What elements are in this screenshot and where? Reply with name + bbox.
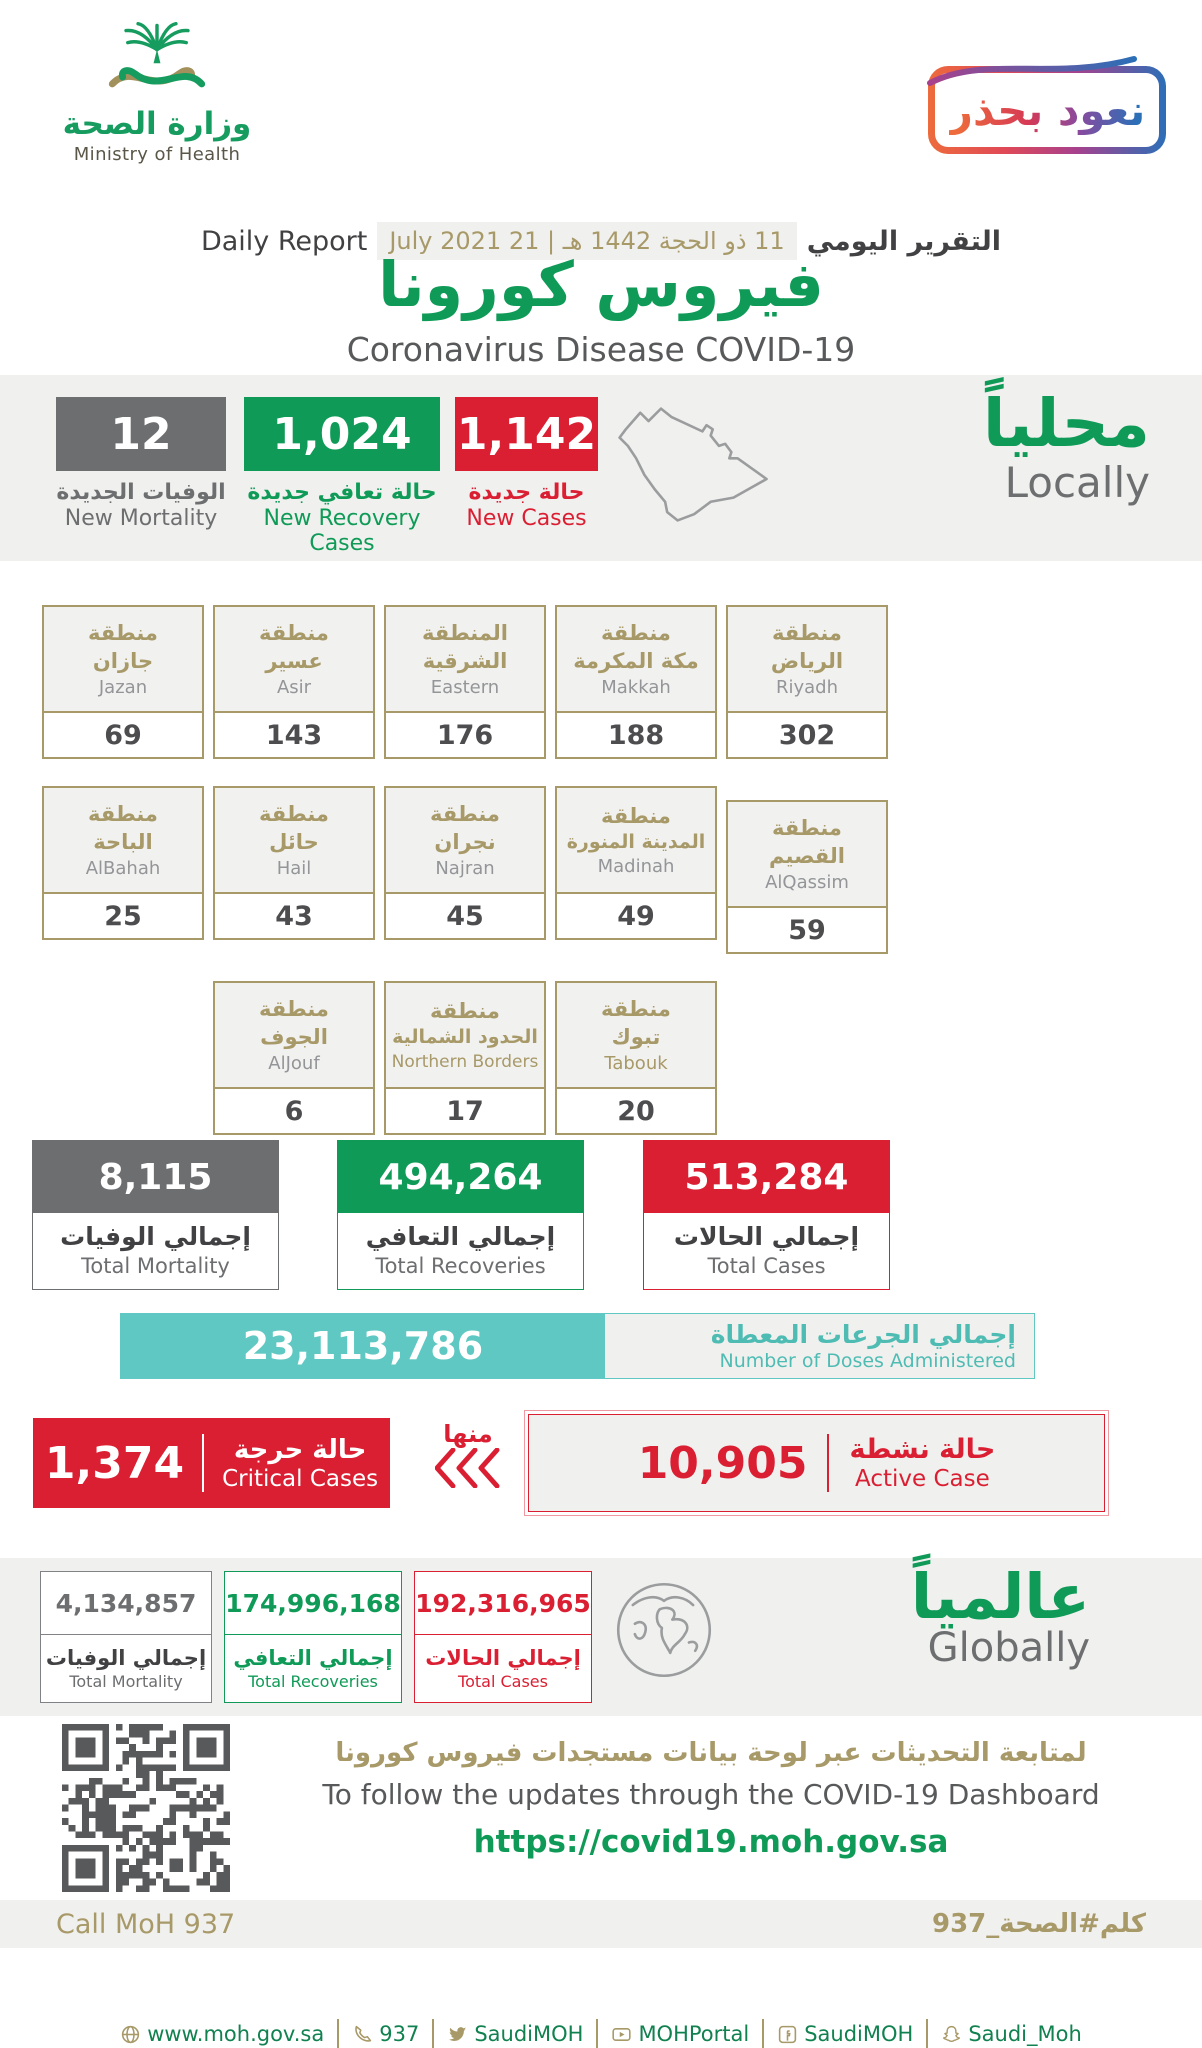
region-box-makkah [555, 605, 717, 759]
region-ar1: منطقة [601, 621, 671, 646]
snapchat-icon [941, 2024, 962, 2045]
global-mortality-value: 4,134,857 [41, 1572, 211, 1635]
report-title-english: Daily Report [200, 225, 368, 257]
region-value: 176 [436, 719, 494, 751]
region-en: AlQassim [765, 871, 849, 893]
dashboard-section [0, 1716, 1202, 1900]
region-en: Northern Borders [391, 1051, 539, 1072]
of-which-indicator [424, 1420, 512, 1492]
divider [827, 1434, 829, 1492]
region-value: 17 [446, 1095, 484, 1127]
doses-label-ar: إجمالي الجرعات المعطاة [710, 1320, 1016, 1349]
region-en: AlJouf [268, 1052, 320, 1074]
active-cases-value: 10,905 [637, 1437, 808, 1489]
regions-row-3 [213, 981, 1202, 1135]
region-en: Najran [435, 857, 495, 879]
footer-link-snapchat[interactable] [941, 2022, 1081, 2046]
region-en: Makkah [601, 676, 671, 698]
globe-icon [612, 1578, 716, 1682]
region-value: 49 [617, 900, 655, 932]
region-value: 43 [275, 900, 313, 932]
region-ar1: منطقة [88, 802, 158, 827]
totals-section [0, 1136, 1202, 1301]
globally-section [0, 1558, 1202, 1716]
region-ar1: منطقة [259, 621, 329, 646]
total-recoveries-value: 494,264 [338, 1141, 583, 1213]
total-cases-value: 513,284 [644, 1141, 889, 1213]
locally-label-ar: محلياً [982, 385, 1150, 462]
total-mortality-box [32, 1140, 279, 1290]
region-box-asir [213, 605, 375, 759]
footer-label: SaudiMOH [804, 2022, 914, 2046]
region-en: Eastern [430, 676, 500, 698]
hashtag-label: كلم#الصحة_937 [932, 1909, 1146, 1939]
locally-label-en: Locally [1004, 458, 1150, 508]
region-ar2: تبوك [611, 1024, 661, 1049]
return-with-caution-badge [928, 66, 1166, 154]
regions-row-1 [42, 605, 1202, 759]
region-value: 69 [104, 719, 142, 751]
new-mortality-stat [56, 397, 226, 531]
badge-swoosh [924, 51, 1140, 91]
page-title-arabic: فيروس كورونا [378, 248, 824, 321]
twitter-icon [447, 2024, 468, 2045]
region-ar2: حائل [269, 829, 319, 854]
region-ar2: الجوف [260, 1024, 328, 1049]
dashboard-note-en: To follow the updates through the COVID-19 Dashboard [322, 1778, 1100, 1811]
region-box-riyadh [726, 605, 888, 759]
global-mortality-label-ar: إجمالي الوفيات [45, 1646, 207, 1670]
region-value: 188 [607, 719, 665, 751]
active-label-ar: حالة نشطة [849, 1434, 996, 1465]
global-cases-value: 192,316,965 [415, 1572, 591, 1635]
critical-label-en: Critical Cases [222, 1465, 379, 1492]
global-cases-label-en: Total Cases [458, 1672, 548, 1691]
new-cases-stat [455, 397, 598, 531]
total-mortality-label-en: Total Mortality [81, 1254, 230, 1278]
doses-value: 23,113,786 [121, 1314, 605, 1378]
region-value: 25 [104, 900, 142, 932]
regions-row-2 [42, 786, 1202, 954]
region-ar2: مكة المكرمة [573, 648, 699, 673]
logo-english-text: Ministry of Health [73, 144, 241, 165]
separator [926, 2019, 928, 2048]
global-mortality-label-en: Total Mortality [69, 1672, 183, 1691]
footer [0, 1948, 1202, 2048]
divider [202, 1434, 204, 1492]
footer-link-phone[interactable] [352, 2022, 419, 2046]
region-box-hail [213, 786, 375, 940]
region-value: 59 [788, 914, 826, 946]
dashboard-note-ar: لمتابعة التحديثات عبر لوحة بيانات مستجدات فيروس كورونا [335, 1738, 1087, 1768]
region-en: Tabouk [604, 1052, 668, 1074]
footer-label: www.moh.gov.sa [147, 2022, 325, 2046]
footer-label: SaudiMOH [474, 2022, 584, 2046]
global-recoveries-value: 174,996,168 [225, 1572, 401, 1635]
region-en: Hail [276, 857, 312, 879]
new-recoveries-stat [244, 397, 440, 556]
global-recoveries-label-ar: إجمالي التعافي [233, 1646, 393, 1670]
region-value: 6 [284, 1095, 304, 1127]
region-ar1: منطقة [88, 621, 158, 646]
region-value: 45 [446, 900, 484, 932]
region-ar1: منطقة [259, 802, 329, 827]
moh-logo [42, 22, 272, 165]
new-mortality-value: 12 [56, 397, 226, 471]
footer-link-youtube[interactable] [611, 2022, 749, 2046]
critical-cases-box [33, 1418, 390, 1508]
locally-section [0, 375, 1202, 561]
region-ar1: منطقة [259, 997, 329, 1022]
region-en: Riyadh [775, 676, 839, 698]
region-ar2: الرياض [770, 648, 844, 673]
region-ar1: منطقة [772, 816, 842, 841]
header [0, 0, 1202, 375]
report-title-arabic: التقرير اليومي [806, 225, 1002, 257]
total-mortality-label-ar: إجمالي الوفيات [60, 1222, 251, 1251]
region-ar1: منطقة [430, 802, 500, 827]
region-box-aljouf [213, 981, 375, 1135]
new-cases-value: 1,142 [455, 397, 598, 471]
region-en: Madinah [597, 856, 675, 878]
critical-label-ar: حالة حرجة [233, 1434, 367, 1465]
region-ar1: منطقة [772, 621, 842, 646]
region-box-alqassim [726, 800, 888, 954]
active-label-en: Active Case [855, 1466, 990, 1492]
global-recoveries-box [224, 1571, 402, 1703]
separator [337, 2019, 339, 2048]
region-box-albahah [42, 786, 204, 940]
separator [762, 2019, 764, 2048]
logo-arabic-text: وزارة الصحة [62, 106, 252, 142]
saudi-map-outline [603, 391, 779, 537]
global-recoveries-label-en: Total Recoveries [248, 1672, 378, 1691]
separator [596, 2019, 598, 2048]
region-box-eastern [384, 605, 546, 759]
active-cases-box [528, 1414, 1105, 1512]
locally-scope [982, 385, 1150, 508]
footer-label: Saudi_Moh [968, 2022, 1082, 2046]
critical-cases-value: 1,374 [44, 1437, 185, 1489]
total-cases-label-ar: إجمالي الحالات [673, 1222, 860, 1251]
region-ar2: جازان [92, 648, 154, 673]
new-cases-label-en: New Cases [466, 506, 587, 531]
new-cases-label-ar: حالة جديدة [468, 480, 585, 505]
of-which-label: منها [443, 1420, 493, 1448]
region-en: Asir [276, 676, 312, 698]
region-value: 302 [778, 719, 836, 751]
badge-text: نعود بحذر [948, 85, 1146, 135]
footer-label: MOHPortal [638, 2022, 750, 2046]
doses-section [0, 1313, 1202, 1408]
call-bar [0, 1900, 1202, 1948]
total-mortality-value: 8,115 [33, 1141, 278, 1213]
new-recoveries-label-ar: حالة تعافي جديدة [247, 480, 437, 505]
region-ar2: المدينة المنورة [566, 830, 706, 853]
region-en: Jazan [98, 676, 148, 698]
globally-scope [910, 1560, 1090, 1672]
critical-active-section [0, 1408, 1202, 1558]
dashboard-url-link[interactable]: https://covid19.moh.gov.sa [473, 1824, 949, 1860]
doses-label-en: Number of Doses Administered [719, 1350, 1016, 1372]
youtube-icon [611, 2024, 632, 2045]
globe-icon [120, 2024, 141, 2045]
global-cases-label-ar: إجمالي الحالات [425, 1646, 581, 1670]
total-recoveries-label-en: Total Recoveries [375, 1254, 546, 1278]
report-date: 11 ذو الحجة 1442 هـ | 21 July 2021 [377, 222, 796, 260]
globally-label-en: Globally [927, 1625, 1090, 1672]
region-ar1: المنطقة [421, 621, 509, 646]
region-box-madinah [555, 786, 717, 940]
region-box-jazan [42, 605, 204, 759]
region-box-tabouk [555, 981, 717, 1135]
region-value: 143 [265, 719, 323, 751]
globally-label-ar: عالمياً [910, 1560, 1090, 1633]
new-mortality-label-ar: الوفيات الجديدة [56, 480, 226, 505]
total-cases-box [643, 1140, 890, 1290]
global-mortality-box [40, 1571, 212, 1703]
footer-link-facebook[interactable] [777, 2022, 913, 2046]
region-ar1: منطقة [601, 997, 671, 1022]
regions-grid [0, 561, 1202, 1136]
region-ar2: الحدود الشمالية [392, 1026, 538, 1049]
region-en: AlBahah [85, 857, 161, 879]
separator [432, 2019, 434, 2048]
region-ar1: منطقة [430, 999, 500, 1023]
total-recoveries-box [337, 1140, 584, 1290]
region-value: 20 [617, 1095, 655, 1127]
page-title-english: Coronavirus Disease COVID-19 [346, 330, 856, 369]
total-cases-label-en: Total Cases [707, 1254, 826, 1278]
new-recoveries-label-en: New Recovery Cases [263, 506, 421, 556]
footer-link-website[interactable] [120, 2022, 324, 2046]
total-recoveries-label-ar: إجمالي التعافي [365, 1222, 556, 1251]
chevrons-icon [435, 1448, 501, 1488]
region-ar2: القصيم [769, 843, 845, 868]
region-ar2: الباحة [93, 829, 153, 854]
region-ar2: الشرقية [422, 648, 508, 673]
footer-label: 937 [379, 2022, 420, 2046]
phone-icon [352, 2024, 373, 2045]
region-box-najran [384, 786, 546, 940]
region-ar2: نجران [434, 829, 496, 854]
global-cases-box [414, 1571, 592, 1703]
new-mortality-label-en: New Mortality [64, 506, 218, 531]
doses-bar [120, 1313, 1035, 1379]
qr-code [62, 1724, 230, 1892]
new-recoveries-value: 1,024 [244, 397, 440, 471]
region-box-northern-borders [384, 981, 546, 1135]
call-moh-label: Call MoH 937 [56, 1908, 236, 1940]
facebook-icon [777, 2024, 798, 2045]
region-ar2: عسير [265, 648, 323, 673]
region-ar1: منطقة [601, 803, 671, 828]
footer-link-twitter[interactable] [447, 2022, 583, 2046]
moh-logo-mark [82, 22, 232, 108]
